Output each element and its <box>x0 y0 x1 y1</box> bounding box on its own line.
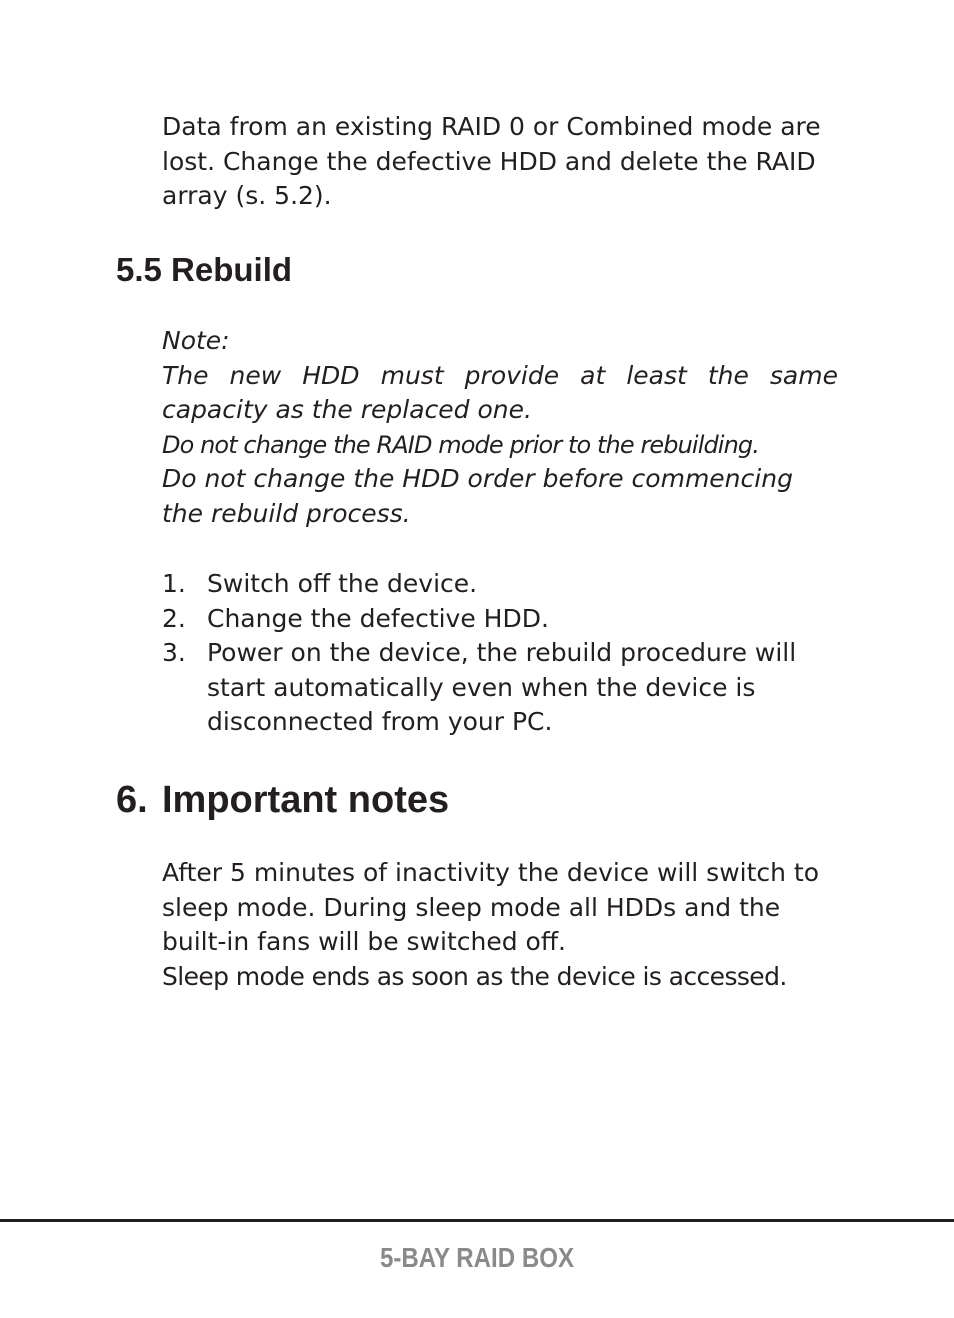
intro-paragraph: Data from an existing RAID 0 or Combined mode are lost. Change the defective HDD and delete the RAID array (s. 5.2). <box>162 112 821 210</box>
section-6-title: Important notes <box>162 779 450 821</box>
step-text: Switch off the device. <box>207 569 478 598</box>
footer-divider <box>0 1219 954 1222</box>
section-5-5-heading: 5.5 Rebuild <box>116 251 293 288</box>
step-number: 1. <box>162 569 186 598</box>
note-line: Do not change the HDD order before commencing <box>162 464 793 493</box>
important-notes-paragraph: After 5 minutes of inactivity the device will switch to sleep mode. During sleep mode all HDDs and the built-in fans will be switched off. <box>162 858 820 956</box>
step-text: Power on the device, the rebuild procedure will start automatically even when the device is disconnected from your PC. <box>207 638 797 736</box>
important-notes-paragraph: Sleep mode ends as soon as the device is accessed. <box>162 961 787 991</box>
note-line: the rebuild process. <box>162 498 411 528</box>
footer-title: 5-BAY RAID BOX <box>379 1242 575 1273</box>
note-line: capacity as the replaced one. <box>162 395 532 424</box>
list-item <box>162 636 838 740</box>
section-6-heading <box>116 778 449 822</box>
note-line: The new HDD must provide at least the same <box>162 360 838 390</box>
rebuild-steps-list <box>162 567 838 740</box>
step-text: Change the defective HDD. <box>207 603 549 633</box>
note-label: Note: <box>162 326 230 355</box>
section-6-number: 6. <box>116 779 148 821</box>
note-line: Do not change the RAID mode prior to the rebuilding. <box>162 430 759 459</box>
list-item <box>162 567 838 602</box>
step-number: 3. <box>162 638 186 667</box>
rebuild-note <box>162 324 838 531</box>
list-item <box>162 602 838 637</box>
important-notes-body <box>162 856 838 994</box>
step-number: 2. <box>162 603 186 633</box>
